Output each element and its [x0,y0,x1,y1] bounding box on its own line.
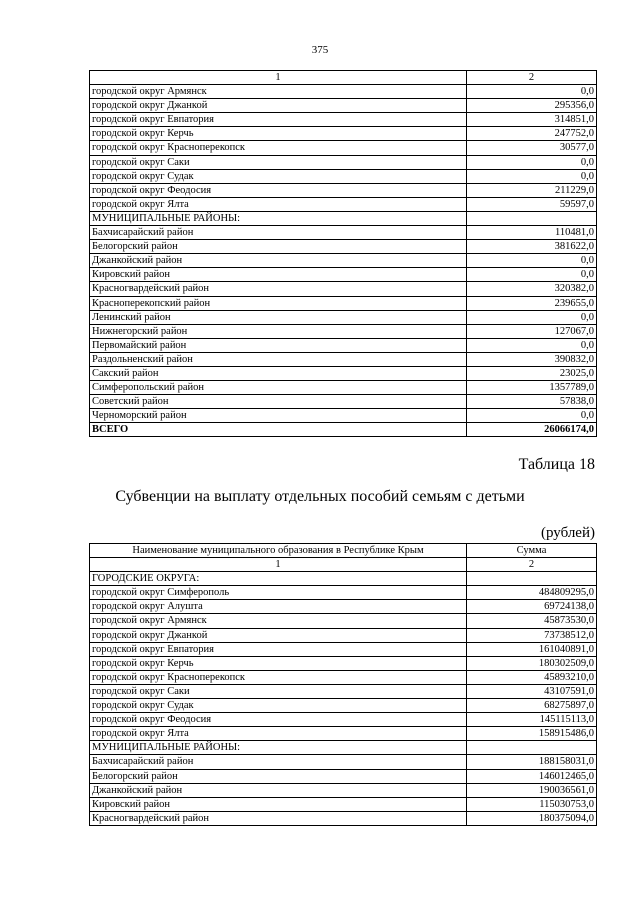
table-row [90,183,597,197]
row-value-cell: 381622,0 [467,240,597,254]
row-value-cell: 30577,0 [467,141,597,155]
table-row [90,85,597,99]
table-row [90,783,597,797]
table-row [90,797,597,811]
row-name-cell: Кировский район [90,797,467,811]
row-name-cell: Симферопольский район [90,381,467,395]
child-benefits-subvention-table [89,543,597,826]
table-row [90,409,597,423]
table-row [90,727,597,741]
table-row [90,310,597,324]
table-row [90,656,597,670]
row-name-cell: городской округ Судак [90,169,467,183]
row-name-cell: Сакский район [90,366,467,380]
row-name-cell: городской округ Ялта [90,727,467,741]
row-value-cell: 0,0 [467,268,597,282]
column-number: 2 [467,71,597,85]
table-row [90,169,597,183]
row-value-cell: 59597,0 [467,197,597,211]
table-row [90,381,597,395]
table-row [90,127,597,141]
units-label: (рублей) [540,525,595,541]
total-label: ВСЕГО [90,423,467,437]
table-row [90,282,597,296]
row-value-cell: 45873530,0 [467,614,597,628]
row-name-cell: МУНИЦИПАЛЬНЫЕ РАЙОНЫ: [90,211,467,225]
table-label: Таблица 18 [518,456,595,473]
table-row [90,366,597,380]
row-name-cell: Нижнегорский район [90,324,467,338]
row-value-cell: 57838,0 [467,395,597,409]
table-row [90,614,597,628]
row-name-cell: городской округ Джанкой [90,99,467,113]
table-row [90,338,597,352]
row-value-cell: 69724138,0 [467,600,597,614]
row-name-cell: МУНИЦИПАЛЬНЫЕ РАЙОНЫ: [90,741,467,755]
row-name-cell: городской округ Феодосия [90,713,467,727]
row-name-cell: Красноперекопский район [90,296,467,310]
total-row [90,423,597,437]
table-row [90,755,597,769]
column-number: 2 [467,558,597,572]
column-number: 1 [90,558,467,572]
row-value-cell: 146012465,0 [467,769,597,783]
row-value-cell [467,572,597,586]
table-row [90,113,597,127]
table-body [90,544,597,826]
row-name-cell: городской округ Красноперекопск [90,141,467,155]
table-row [90,670,597,684]
table-row [90,155,597,169]
row-name-cell: городской округ Феодосия [90,183,467,197]
table-row [90,352,597,366]
table-row [90,684,597,698]
row-value-cell: 23025,0 [467,366,597,380]
column-header: Наименование муниципального образования в Республике Крым [90,544,467,558]
row-name-cell: Раздольненский район [90,352,467,366]
table-body [90,71,597,437]
row-value-cell: 1357789,0 [467,381,597,395]
row-value-cell: 0,0 [467,338,597,352]
row-name-cell: городской округ Керчь [90,127,467,141]
row-value-cell: 158915486,0 [467,727,597,741]
row-value-cell: 190036561,0 [467,783,597,797]
row-value-cell: 73738512,0 [467,628,597,642]
table-row [90,268,597,282]
row-name-cell: Джанкойский район [90,254,467,268]
row-value-cell: 43107591,0 [467,684,597,698]
row-name-cell: городской округ Евпатория [90,642,467,656]
row-value-cell: 161040891,0 [467,642,597,656]
total-value: 26066174,0 [467,423,597,437]
row-name-cell: городской округ Саки [90,155,467,169]
row-value-cell: 127067,0 [467,324,597,338]
row-value-cell: 68275897,0 [467,699,597,713]
row-name-cell: городской округ Керчь [90,656,467,670]
row-name-cell: городской округ Симферополь [90,586,467,600]
table-row [90,586,597,600]
table-row [90,240,597,254]
row-value-cell: 180302509,0 [467,656,597,670]
row-value-cell: 145115113,0 [467,713,597,727]
row-value-cell [467,211,597,225]
table-row [90,600,597,614]
row-name-cell: городской округ Судак [90,699,467,713]
row-name-cell: Красногвардейский район [90,811,467,825]
row-name-cell: Бахчисарайский район [90,755,467,769]
row-value-cell: 295356,0 [467,99,597,113]
table-row [90,769,597,783]
table-row [90,197,597,211]
table-row [90,254,597,268]
column-number-row [90,71,597,85]
table-row [90,395,597,409]
row-value-cell: 45893210,0 [467,670,597,684]
table-row [90,642,597,656]
row-value-cell: 110481,0 [467,226,597,240]
row-name-cell: городской округ Армянск [90,85,467,99]
row-name-cell: Красногвардейский район [90,282,467,296]
row-name-cell: Кировский район [90,268,467,282]
row-value-cell: 484809295,0 [467,586,597,600]
row-name-cell: городской округ Алушта [90,600,467,614]
table-row [90,628,597,642]
row-value-cell: 247752,0 [467,127,597,141]
row-name-cell: ГОРОДСКИЕ ОКРУГА: [90,572,467,586]
table-row [90,811,597,825]
row-value-cell: 239655,0 [467,296,597,310]
table-row [90,99,597,113]
row-value-cell: 0,0 [467,254,597,268]
row-value-cell [467,741,597,755]
column-header-row [90,544,597,558]
table-caption: Субвенции на выплату отдельных пособий семьям с детьми [115,488,525,505]
row-name-cell: Первомайский район [90,338,467,352]
row-name-cell: городской округ Ялта [90,197,467,211]
row-value-cell: 390832,0 [467,352,597,366]
row-name-cell: Ленинский район [90,310,467,324]
table-row [90,211,597,225]
row-name-cell: Советский район [90,395,467,409]
column-header: Сумма [467,544,597,558]
table-row [90,572,597,586]
table-row [90,699,597,713]
table-row [90,296,597,310]
row-name-cell: городской округ Евпатория [90,113,467,127]
row-name-cell: городской округ Джанкой [90,628,467,642]
row-value-cell: 0,0 [467,169,597,183]
table-row [90,741,597,755]
table-row [90,141,597,155]
row-value-cell: 211229,0 [467,183,597,197]
table-row [90,324,597,338]
table-row [90,226,597,240]
page-number: 375 [311,44,329,56]
row-value-cell: 0,0 [467,155,597,169]
row-name-cell: Джанкойский район [90,783,467,797]
column-number-row [90,558,597,572]
row-value-cell: 320382,0 [467,282,597,296]
row-value-cell: 180375094,0 [467,811,597,825]
row-value-cell: 188158031,0 [467,755,597,769]
table-row [90,713,597,727]
row-name-cell: Белогорский район [90,769,467,783]
row-name-cell: Белогорский район [90,240,467,254]
row-value-cell: 0,0 [467,85,597,99]
row-name-cell: Черноморский район [90,409,467,423]
row-name-cell: Бахчисарайский район [90,226,467,240]
row-value-cell: 115030753,0 [467,797,597,811]
column-number: 1 [90,71,467,85]
row-name-cell: городской округ Армянск [90,614,467,628]
row-value-cell: 0,0 [467,310,597,324]
row-name-cell: городской округ Саки [90,684,467,698]
row-name-cell: городской округ Красноперекопск [90,670,467,684]
row-value-cell: 0,0 [467,409,597,423]
row-value-cell: 314851,0 [467,113,597,127]
allocation-table-continued [89,70,597,437]
